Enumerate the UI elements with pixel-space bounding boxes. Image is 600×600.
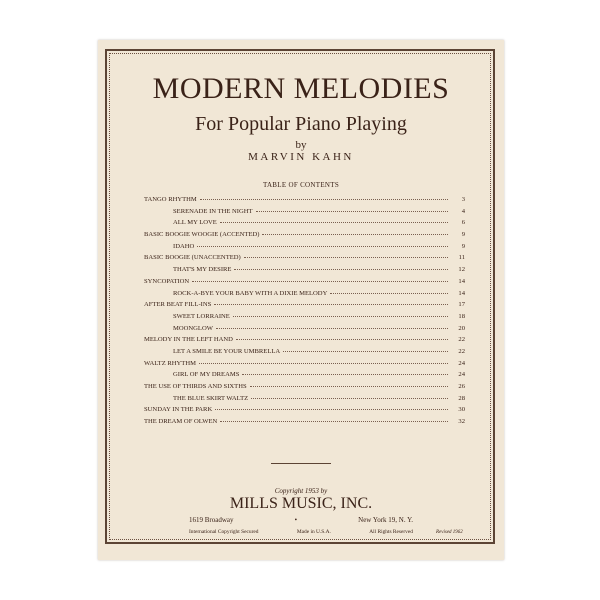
- toc-entry-page: 9: [461, 231, 465, 239]
- toc-dot-leader: [233, 316, 448, 317]
- toc-entry-title: IDAHO: [173, 242, 195, 250]
- toc-entry-title: MELODY IN THE LEFT HAND: [144, 336, 233, 344]
- toc-dot-leader: [234, 269, 448, 270]
- toc-entry: [144, 371, 465, 383]
- toc-entry-page: 6: [461, 219, 465, 227]
- toc-entry-page: 3: [461, 196, 465, 203]
- toc-entry-title: TANGO RHYTHM: [144, 196, 197, 203]
- toc-entry-page: 26: [458, 383, 465, 390]
- toc-entry-title: BASIC BOOGIE (UNACCENTED): [144, 254, 241, 262]
- toc-entry-title: SWEET LORRAINE: [173, 312, 230, 320]
- toc-entry: [144, 254, 465, 266]
- toc-entry: [144, 336, 465, 348]
- author-name: MARVIN KAHN: [248, 151, 354, 163]
- toc-entry: [144, 360, 465, 372]
- toc-entry-page: 22: [458, 347, 465, 355]
- toc-entry-title: AFTER BEAT FILL-INS: [144, 301, 212, 309]
- toc-entry: [144, 325, 465, 337]
- toc-entry-page: 32: [458, 418, 465, 426]
- toc-entry: [144, 406, 465, 418]
- rights-copyright-secured: International Copyright Secured: [189, 529, 259, 535]
- toc-entry-page: 14: [458, 289, 465, 297]
- toc-entry-page: 17: [458, 301, 465, 309]
- toc-entry-title: MOONGLOW: [173, 324, 213, 332]
- toc-dot-leader: [214, 304, 448, 305]
- revised-note: Revised 1962: [436, 530, 463, 535]
- toc-entry-title: SUNDAY IN THE PARK: [144, 406, 213, 414]
- toc-entry: [144, 290, 465, 302]
- toc-entry-page: 14: [458, 277, 465, 285]
- toc-entry: [144, 383, 465, 395]
- rights-line: [189, 529, 413, 535]
- toc-entry-page: 22: [458, 336, 465, 344]
- toc-entry: [144, 208, 465, 220]
- rights-made-in: Made in U.S.A.: [296, 529, 331, 535]
- toc-dot-leader: [256, 211, 448, 212]
- toc-entry-page: 12: [458, 266, 465, 274]
- book-subtitle: For Popular Piano Playing: [195, 113, 407, 135]
- toc-entry: [144, 219, 465, 231]
- table-of-contents: [144, 196, 465, 430]
- toc-dot-leader: [244, 257, 448, 258]
- toc-dot-leader: [200, 199, 448, 200]
- street-address: 1619 Broadway: [189, 516, 234, 524]
- toc-entry-page: 4: [461, 207, 465, 215]
- toc-heading: TABLE OF CONTENTS: [262, 181, 340, 189]
- toc-entry-page: 24: [458, 359, 465, 367]
- publisher-address: [189, 516, 413, 524]
- toc-entry: [144, 301, 465, 313]
- toc-entry: [144, 313, 465, 325]
- toc-entry-page: 28: [458, 394, 465, 402]
- by-line: by: [295, 139, 307, 151]
- toc-entry-title: THAT'S MY DESIRE: [173, 266, 232, 274]
- toc-entry-page: 20: [458, 324, 465, 332]
- toc-dot-leader: [192, 281, 448, 282]
- city-address: New York 19, N. Y.: [358, 516, 413, 524]
- toc-entry: [144, 231, 465, 243]
- toc-dot-leader: [197, 246, 448, 247]
- toc-dot-leader: [251, 398, 448, 399]
- book-title: MODERN MELODIES: [152, 72, 450, 105]
- toc-dot-leader: [236, 339, 448, 340]
- toc-dot-leader: [220, 222, 448, 223]
- toc-entry-page: 11: [458, 254, 465, 262]
- toc-entry-title: THE BLUE SKIRT WALTZ: [173, 394, 249, 402]
- toc-entry: [144, 278, 465, 290]
- toc-dot-leader: [216, 328, 448, 329]
- rights-reserved: All Rights Reserved: [369, 529, 413, 535]
- copyright-line: Copyright 1953 by: [274, 487, 328, 495]
- toc-entry-title: ROCK-A-BYE YOUR BABY WITH A DIXIE MELODY: [173, 289, 328, 297]
- toc-dot-leader: [215, 409, 448, 410]
- toc-entry: [144, 266, 465, 278]
- toc-entry: [144, 418, 465, 430]
- toc-entry-title: LET A SMILE BE YOUR UMBRELLA: [173, 347, 281, 355]
- toc-entry-title: BASIC BOOGIE WOOGIE (ACCENTED): [144, 231, 260, 239]
- toc-entry-title: THE USE OF THIRDS AND SIXTHS: [144, 383, 247, 390]
- toc-entry-title: ALL MY LOVE: [173, 219, 217, 227]
- toc-dot-leader: [199, 363, 448, 364]
- publisher-name: MILLS MUSIC, INC.: [229, 495, 373, 512]
- toc-entry-title: SERENADE IN THE NIGHT: [173, 207, 253, 215]
- toc-entry: [144, 243, 465, 255]
- toc-dot-leader: [220, 421, 448, 422]
- bullet-separator: •: [294, 516, 298, 524]
- toc-entry-page: 9: [461, 242, 465, 250]
- toc-entry-title: THE DREAM OF OLWEN: [144, 418, 218, 426]
- divider-rule: [271, 463, 331, 464]
- toc-entry-title: WALTZ RHYTHM: [144, 359, 196, 367]
- toc-entry: [144, 348, 465, 360]
- toc-dot-leader: [262, 234, 448, 235]
- toc-entry-page: 18: [458, 312, 465, 320]
- toc-entry-page: 30: [458, 406, 465, 414]
- toc-entry: [144, 395, 465, 407]
- sheet-music-cover: [98, 40, 504, 560]
- toc-dot-leader: [283, 351, 448, 352]
- toc-entry-title: SYNCOPATION: [144, 277, 190, 285]
- toc-entry-page: 24: [458, 371, 465, 379]
- toc-dot-leader: [250, 386, 448, 387]
- toc-dot-leader: [330, 293, 448, 294]
- toc-entry: [144, 196, 465, 208]
- toc-entry-title: GIRL OF MY DREAMS: [173, 371, 240, 379]
- toc-dot-leader: [242, 374, 448, 375]
